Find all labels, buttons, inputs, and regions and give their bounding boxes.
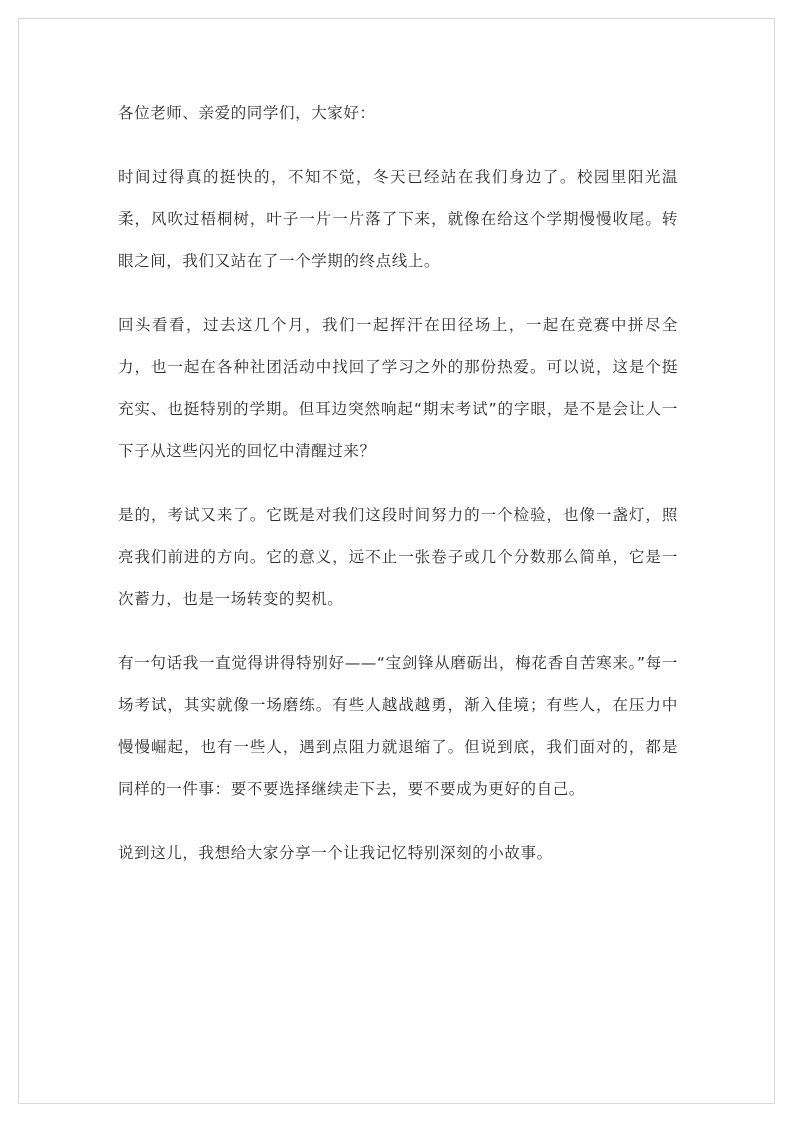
paragraph-5: 说到这儿，我想给大家分享一个让我记忆特别深刻的小故事。: [118, 844, 553, 862]
paragraph-2: 回头看看，过去这几个月，我们一起挥汗在田径场上，一起在竞赛中拼尽全力，也一起在各种社团活动中找回了学习之外的那份热爱。可以说，这是个挺充实、也挺特别的学期。但耳边突然响起“期末考试”的字眼，是不是会让人一下子从这些闪光的回忆中清醒过来？: [118, 316, 678, 460]
paragraph-1: 时间过得真的挺快的，不知不觉，冬天已经站在我们身边了。校园里阳光温柔，风吹过梧桐树，叶子一片一片落了下来，就像在给这个学期慢慢收尾。转眼之间，我们又站在了一个学期的终点线上。: [118, 168, 678, 270]
paragraph-3: 是的，考试又来了。它既是对我们这段时间努力的一个检验，也像一盏灯，照亮我们前进的方向。它的意义，远不止一张卷子或几个分数那么简单，它是一次蓄力，也是一场转变的契机。: [118, 506, 678, 608]
paragraph-greeting: 各位老师、亲爱的同学们，大家好：: [118, 104, 376, 122]
document-body: [118, 92, 678, 874]
paragraph-4: 有一句话我一直觉得讲得特别好——“宝剑锋从磨砺出，梅花香自苦寒来。”每一场考试，其实就像一场磨练。有些人越战越勇，渐入佳境；有些人，在压力中慢慢崛起，也有一些人，遇到点阻力就退缩了。但说到底，我们面对的，都是同样的一件事：要不要选择继续走下去，要不要成为更好的自己。: [118, 654, 678, 798]
